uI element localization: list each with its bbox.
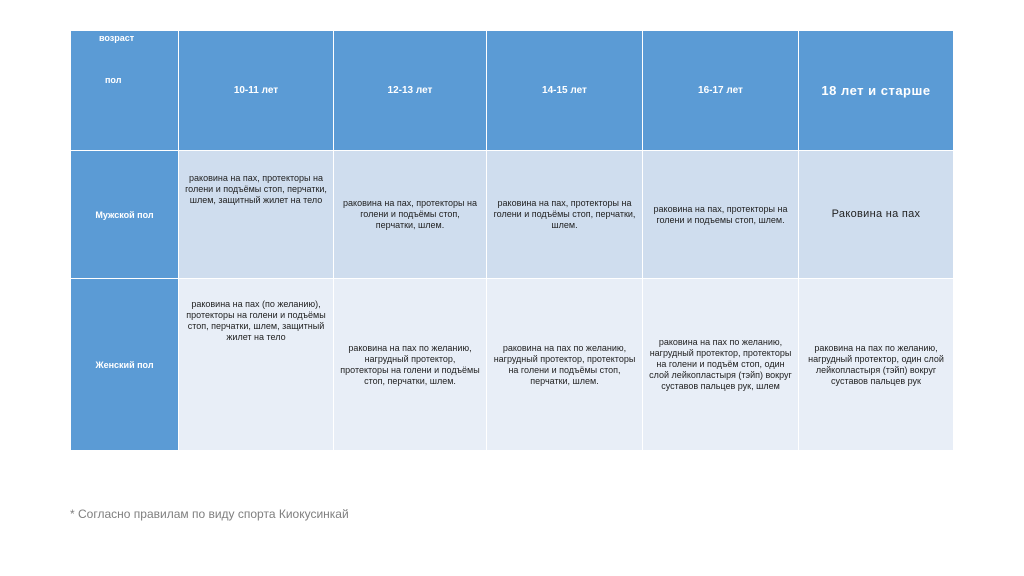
- age-group-header: 18 лет и старше: [799, 31, 954, 151]
- header-row: [71, 31, 954, 151]
- footnote: * Согласно правилам по виду спорта Киокусинкай: [70, 507, 349, 521]
- table-cell: раковина на пах по желанию, нагрудный протектор, протекторы на голени и подъёмы стоп, перчатки, шлем.: [334, 279, 487, 451]
- equipment-table-container: [70, 30, 953, 450]
- table-cell: раковина на пах по желанию, нагрудный протектор, один слой лейкопластыря (тэйп) вокруг суставов пальцев рук: [799, 279, 954, 451]
- age-label: возраст: [99, 33, 135, 43]
- row-header-male: Мужской пол: [71, 151, 179, 279]
- table-cell: раковина на пах, протекторы на голени и подъёмы стоп, перчатки, шлем, защитный жилет на тело: [179, 151, 334, 279]
- row-header-female: Женский пол: [71, 279, 179, 451]
- table-cell: раковина на пах (по желанию), протекторы на голени и подъёмы стоп, перчатки, шлем, защитный жилет на тело: [179, 279, 334, 451]
- table-cell: раковина на пах по желанию, нагрудный протектор, протекторы на голени и подъём стоп, один слой лейкопластыря (тэйп) вокруг суставов пальцев рук, шлем: [643, 279, 799, 451]
- equipment-table: [70, 30, 954, 451]
- table-cell: раковина на пах, протекторы на голени и подъёмы стоп, перчатки, шлем.: [334, 151, 487, 279]
- table-row: [71, 151, 954, 279]
- table-cell: раковина на пах, протекторы на голени и подъемы стоп, шлем.: [643, 151, 799, 279]
- table-cell: раковина на пах по желанию, нагрудный протектор, протекторы на голени и подъёмы стоп, перчатки, шлем.: [487, 279, 643, 451]
- age-group-header: 14-15 лет: [487, 31, 643, 151]
- corner-cell: [71, 31, 179, 151]
- table-cell: Раковина на пах: [799, 151, 954, 279]
- table-row: [71, 279, 954, 451]
- age-group-header: 16-17 лет: [643, 31, 799, 151]
- sex-label: пол: [105, 75, 122, 85]
- table-cell: раковина на пах, протекторы на голени и подъёмы стоп, перчатки, шлем.: [487, 151, 643, 279]
- age-group-header: 10-11 лет: [179, 31, 334, 151]
- age-group-header: 12-13 лет: [334, 31, 487, 151]
